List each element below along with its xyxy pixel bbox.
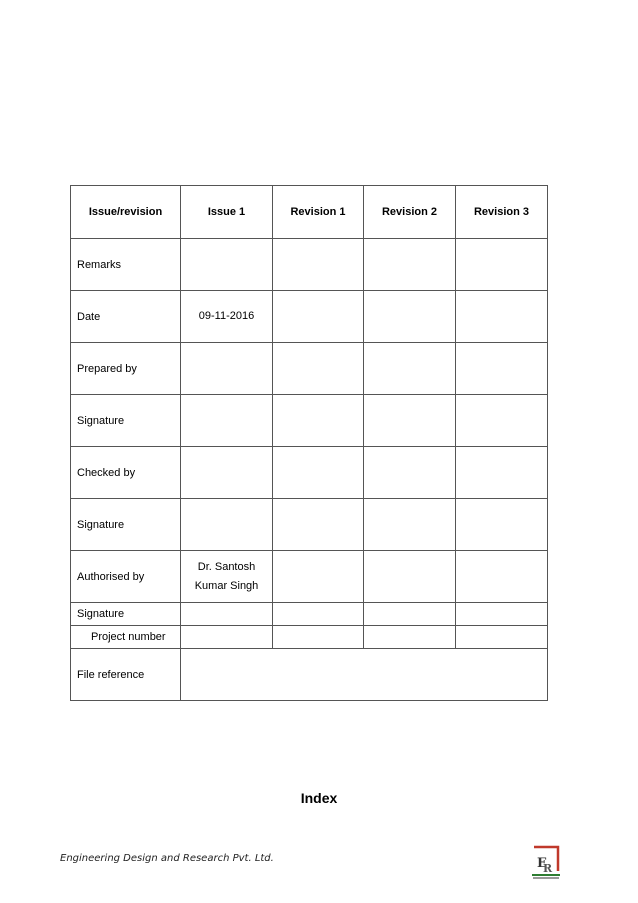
cell xyxy=(456,499,548,551)
authorised-name-line-1: Dr. Santosh xyxy=(197,560,256,573)
cell xyxy=(181,603,273,626)
cell xyxy=(273,395,364,447)
cell xyxy=(364,499,456,551)
cell xyxy=(456,343,548,395)
row-signature-1 xyxy=(71,395,548,447)
cell xyxy=(181,447,273,499)
cell xyxy=(181,395,273,447)
row-date xyxy=(71,291,548,343)
date-issue-1: 09-11-2016 xyxy=(181,291,273,343)
label-signature: Signature xyxy=(71,499,181,551)
row-signature-2 xyxy=(71,499,548,551)
svg-text:E: E xyxy=(537,856,547,871)
row-prepared-by xyxy=(71,343,548,395)
cell xyxy=(456,395,548,447)
cell xyxy=(181,626,273,649)
cell xyxy=(456,626,548,649)
row-remarks xyxy=(71,239,548,291)
cell xyxy=(181,499,273,551)
cell xyxy=(273,447,364,499)
label-file-reference: File reference xyxy=(71,649,181,701)
label-remarks: Remarks xyxy=(71,239,181,291)
row-signature-3 xyxy=(71,603,548,626)
cell xyxy=(273,239,364,291)
label-prepared-by: Prepared by xyxy=(71,343,181,395)
authorised-name-line-2: Kumar Singh xyxy=(194,579,259,592)
cell xyxy=(456,291,548,343)
cell xyxy=(364,395,456,447)
cell xyxy=(456,551,548,603)
cell xyxy=(273,551,364,603)
label-signature: Signature xyxy=(71,395,181,447)
cell xyxy=(181,239,273,291)
header-revision-3: Revision 3 xyxy=(456,186,548,239)
document-control-table xyxy=(70,185,548,701)
cell xyxy=(273,343,364,395)
cell xyxy=(273,499,364,551)
footer-company: Engineering Design and Research Pvt. Ltd. xyxy=(60,853,274,864)
cell xyxy=(273,626,364,649)
file-reference-value xyxy=(181,649,548,701)
cell xyxy=(181,343,273,395)
header-issue-1: Issue 1 xyxy=(181,186,273,239)
header-row xyxy=(71,186,548,239)
cell xyxy=(456,447,548,499)
row-project-number xyxy=(71,626,548,649)
cell xyxy=(364,603,456,626)
cell xyxy=(364,239,456,291)
cell xyxy=(364,291,456,343)
header-revision-1: Revision 1 xyxy=(273,186,364,239)
cell xyxy=(273,291,364,343)
cell xyxy=(364,626,456,649)
cell xyxy=(364,551,456,603)
label-checked-by: Checked by xyxy=(71,447,181,499)
cell xyxy=(364,447,456,499)
cell xyxy=(456,239,548,291)
label-signature: Signature xyxy=(71,603,181,626)
authorised-issue-1 xyxy=(181,551,273,603)
cell xyxy=(364,343,456,395)
cell xyxy=(273,603,364,626)
label-authorised-by: Authorised by xyxy=(71,551,181,603)
cell xyxy=(456,603,548,626)
index-heading: Index xyxy=(300,790,338,806)
row-file-reference xyxy=(71,649,548,701)
svg-text:R: R xyxy=(543,862,553,875)
header-revision-2: Revision 2 xyxy=(364,186,456,239)
header-issue-revision: Issue/revision xyxy=(71,186,181,239)
company-logo-icon xyxy=(530,845,562,881)
row-authorised-by xyxy=(71,551,548,603)
row-checked-by xyxy=(71,447,548,499)
label-project-number: Project number xyxy=(71,626,181,649)
label-date: Date xyxy=(71,291,181,343)
